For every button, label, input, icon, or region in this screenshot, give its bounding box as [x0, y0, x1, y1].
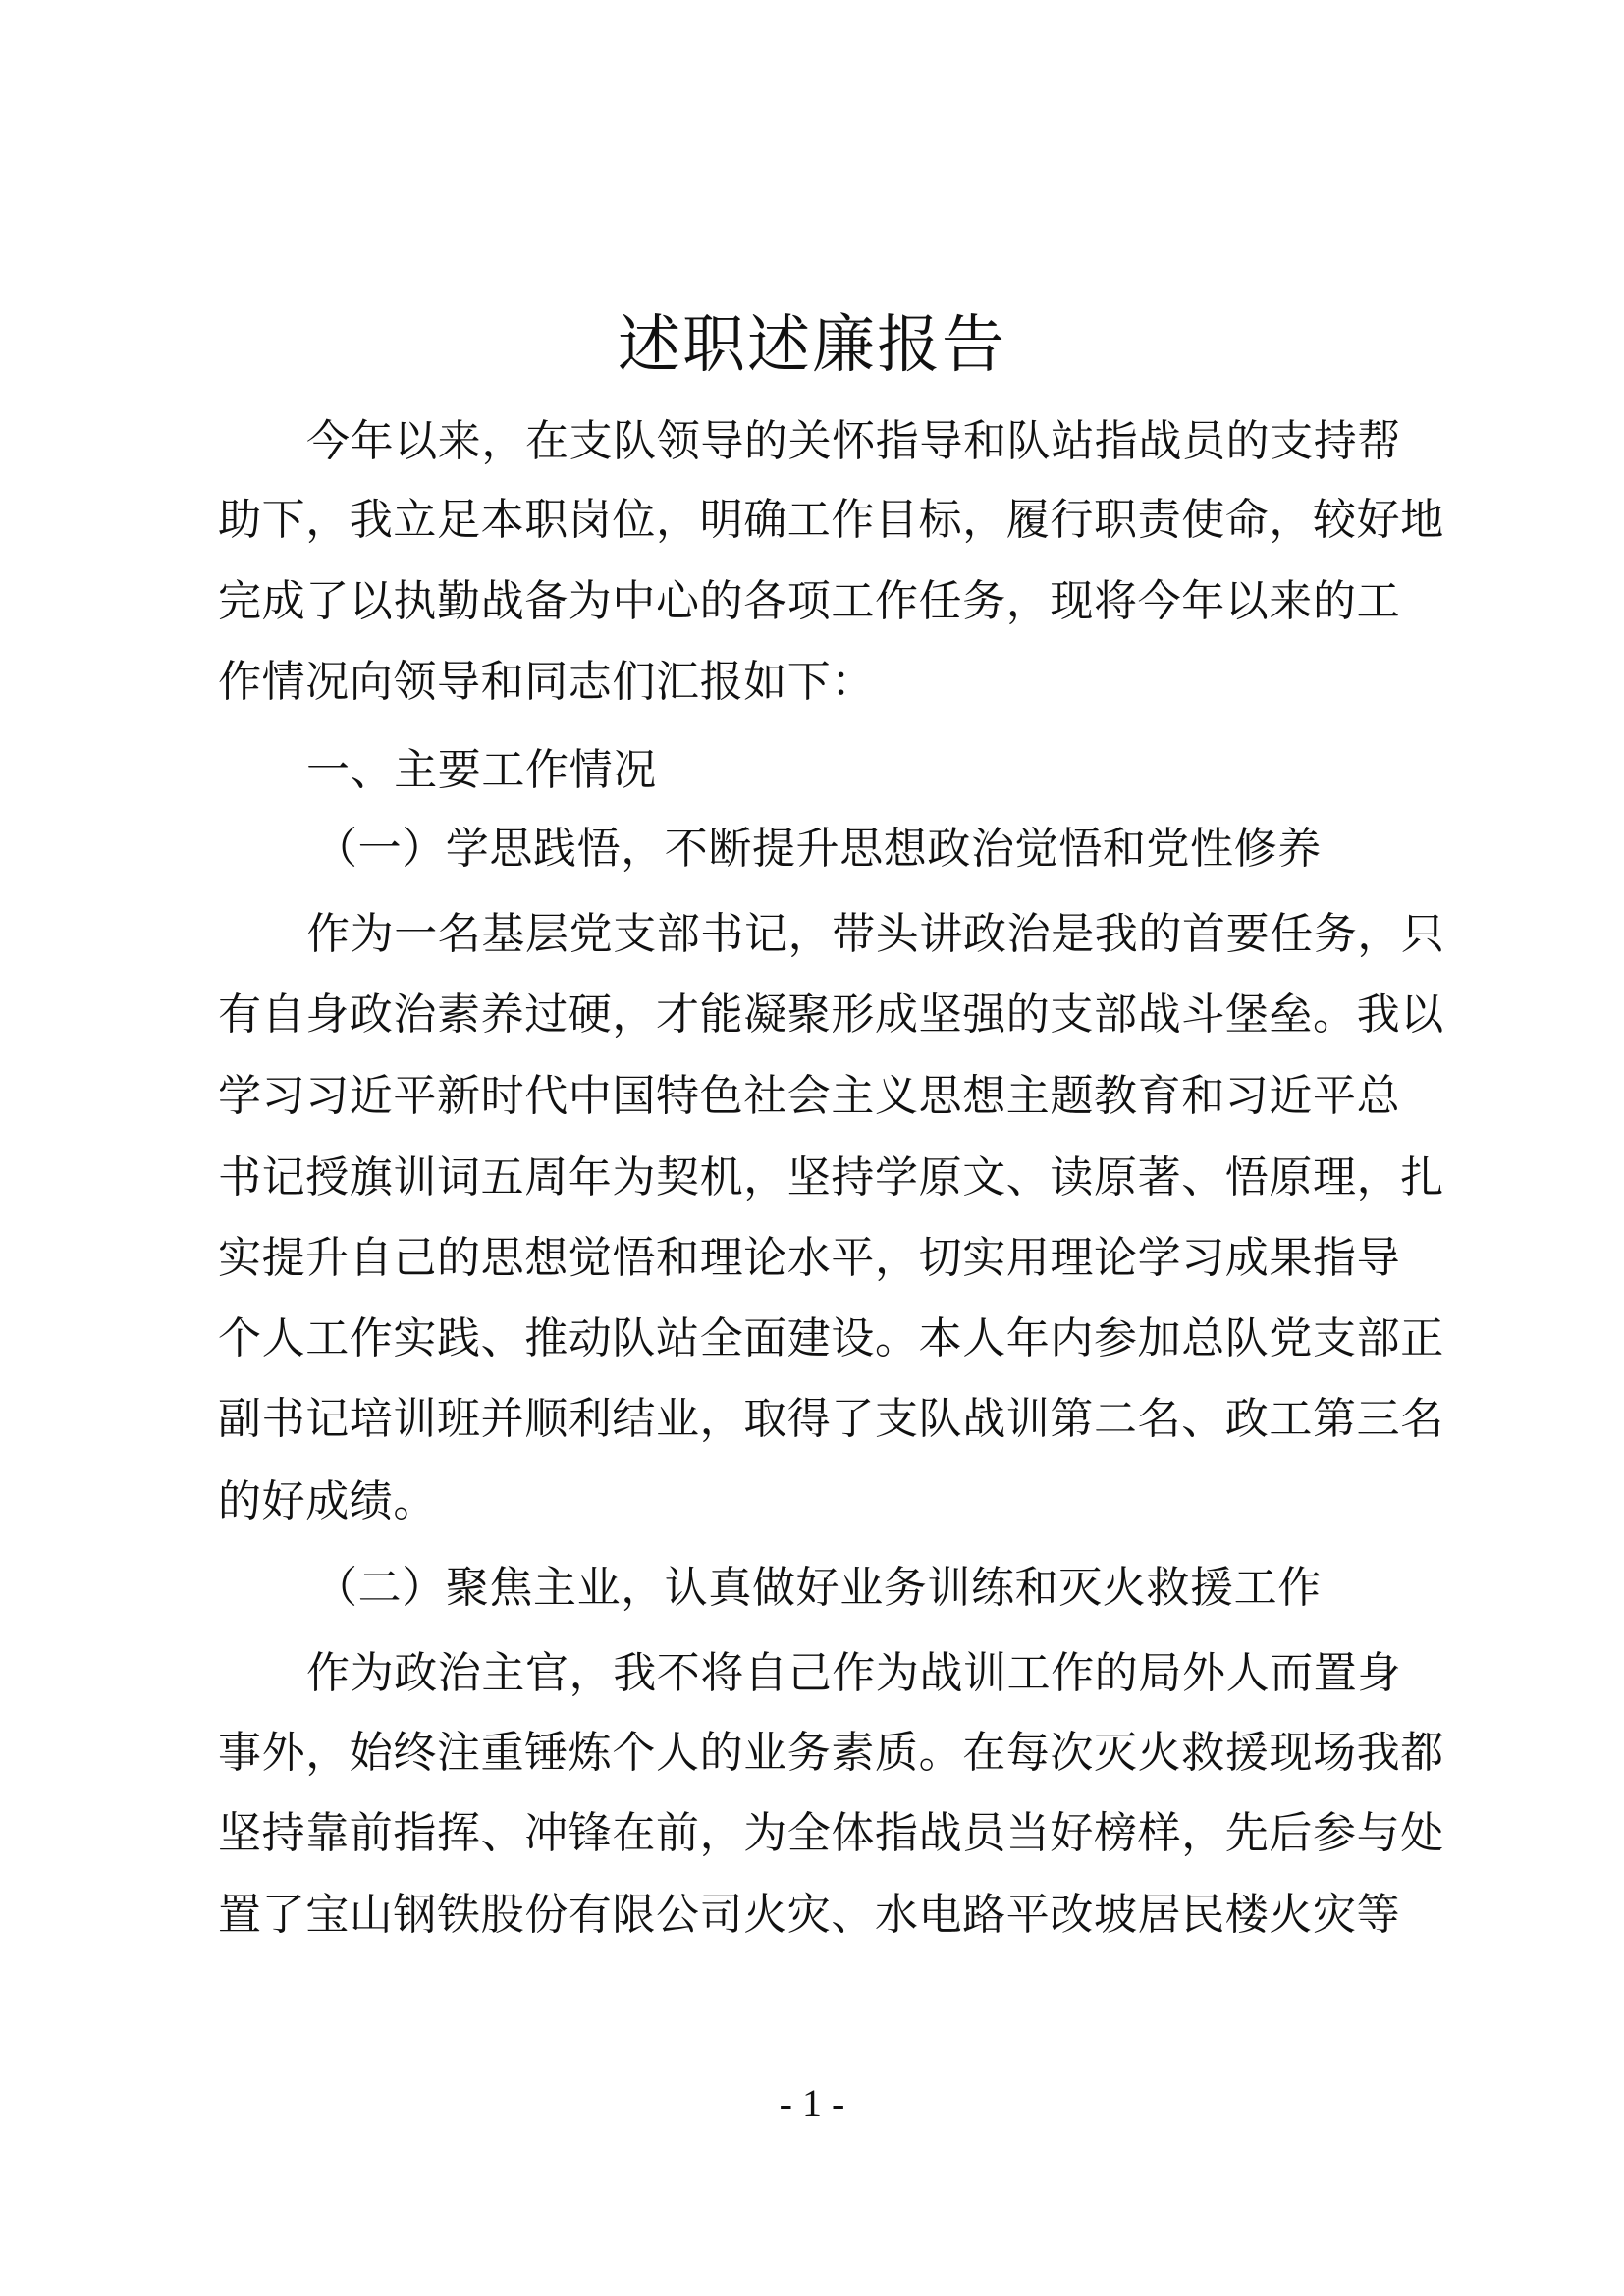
page-number: - 1 -	[779, 2081, 845, 2125]
subsection-heading-2: （二）聚焦主业，认真做好业务训练和灭火救援工作	[314, 1563, 1322, 1613]
body-line-9: 实提升自己的思想觉悟和理论水平，切实用理论学习成果指导	[218, 1233, 1401, 1283]
body-line-3: 完成了以执勤战备为中心的各项工作任务，现将今年以来的工	[218, 576, 1401, 626]
body-line-8: 书记授旗训词五周年为契机，坚持学原文、读原著、悟原理，扎	[218, 1152, 1444, 1202]
body-line-4: 作情况向领导和同志们汇报如下：	[218, 657, 875, 707]
body-line-15: 坚持靠前指挥、冲锋在前，为全体指战员当好榜样，先后参与处	[218, 1808, 1444, 1858]
body-line-16: 置了宝山钢铁股份有限公司火灾、水电路平改坡居民楼火灾等	[218, 1890, 1401, 1940]
body-line-1: 今年以来，在支队领导的关怀指导和队站指战员的支持帮	[306, 416, 1401, 466]
body-line-14: 事外，始终注重锤炼个人的业务素质。在每次灭火救援现场我都	[218, 1728, 1444, 1778]
body-line-10: 个人工作实践、推动队站全面建设。本人年内参加总队党支部正	[218, 1313, 1444, 1363]
body-line-11: 副书记培训班并顺利结业，取得了支队战训第二名、政工第三名	[218, 1394, 1444, 1444]
body-line-13: 作为政治主官，我不将自己作为战训工作的局外人而置身	[306, 1648, 1401, 1698]
body-line-6: 有自身政治素养过硬，才能凝聚形成坚强的支部战斗堡垒。我以	[218, 989, 1444, 1040]
body-line-2: 助下，我立足本职岗位，明确工作目标，履行职责使命，较好地	[218, 495, 1444, 545]
subsection-heading-1: （一）学思践悟，不断提升思想政治觉悟和党性修养	[314, 824, 1322, 874]
body-line-5: 作为一名基层党支部书记，带头讲政治是我的首要任务，只	[306, 909, 1445, 959]
body-line-12: 的好成绩。	[218, 1476, 437, 1526]
body-line-7: 学习习近平新时代中国特色社会主义思想主题教育和习近平总	[218, 1071, 1401, 1121]
document-title: 述职述廉报告	[618, 309, 1006, 382]
section-heading-1: 一、主要工作情况	[306, 745, 657, 795]
